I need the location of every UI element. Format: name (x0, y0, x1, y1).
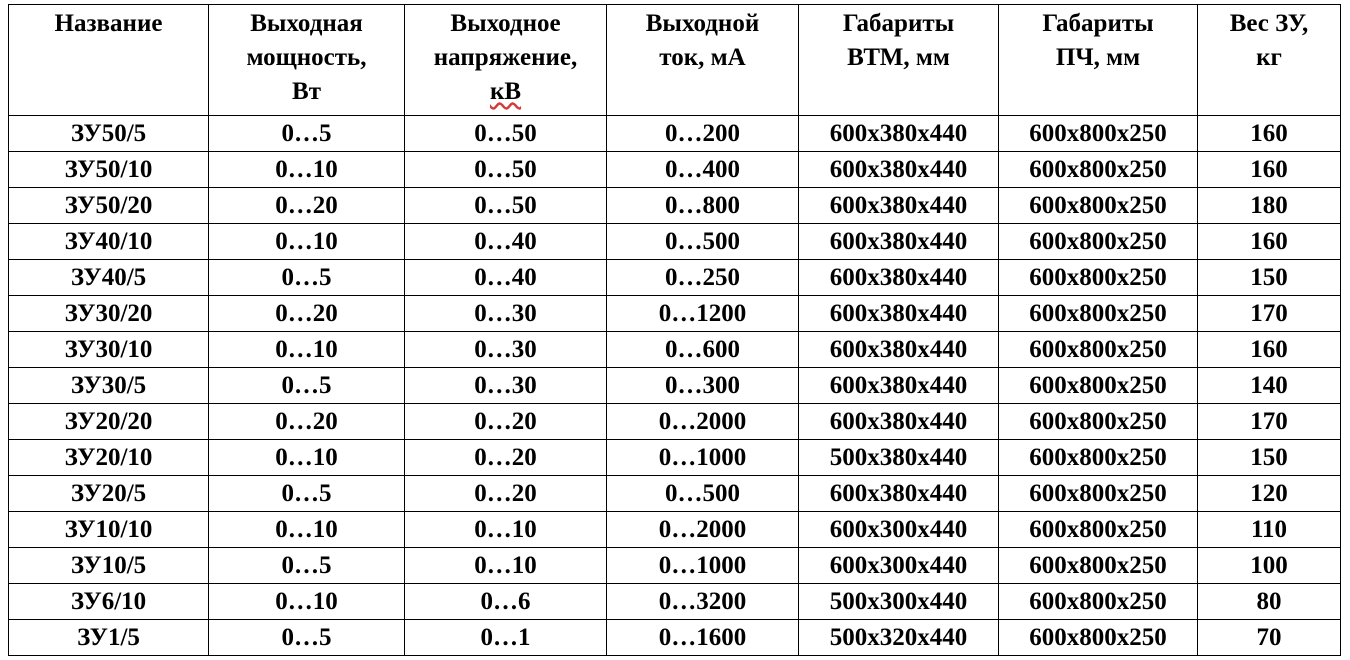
cell-voltage: 0…6 (405, 584, 607, 620)
table-row (9, 584, 1341, 620)
table-row (9, 152, 1341, 188)
cell-dimensions-vtm: 600x380x440 (799, 260, 999, 296)
cell-dimensions-pch: 600x800x250 (999, 224, 1198, 260)
cell-weight: 100 (1198, 548, 1341, 584)
cell-voltage: 0…10 (405, 548, 607, 584)
cell-current: 0…600 (607, 332, 799, 368)
cell-weight: 150 (1198, 440, 1341, 476)
table-row (9, 404, 1341, 440)
cell-dimensions-pch: 600x800x250 (999, 476, 1198, 512)
cell-name: ЗУ40/5 (9, 260, 209, 296)
cell-voltage: 0…30 (405, 296, 607, 332)
cell-weight: 160 (1198, 224, 1341, 260)
header-output-power: Выходная мощность, Вт (209, 5, 405, 116)
cell-dimensions-pch: 600x800x250 (999, 296, 1198, 332)
cell-weight: 160 (1198, 332, 1341, 368)
cell-current: 0…1200 (607, 296, 799, 332)
cell-weight: 160 (1198, 116, 1341, 152)
cell-voltage: 0…50 (405, 188, 607, 224)
cell-weight: 170 (1198, 404, 1341, 440)
cell-name: ЗУ20/5 (9, 476, 209, 512)
cell-dimensions-pch: 600x800x250 (999, 152, 1198, 188)
cell-name: ЗУ10/5 (9, 548, 209, 584)
cell-dimensions-vtm: 600x380x440 (799, 368, 999, 404)
header-output-voltage: Выходное напряжение, кВ (405, 5, 607, 116)
cell-dimensions-vtm: 600x380x440 (799, 296, 999, 332)
cell-weight: 70 (1198, 620, 1341, 656)
cell-current: 0…400 (607, 152, 799, 188)
cell-weight: 140 (1198, 368, 1341, 404)
cell-current: 0…500 (607, 224, 799, 260)
cell-dimensions-pch: 600x800x250 (999, 116, 1198, 152)
cell-current: 0…2000 (607, 512, 799, 548)
cell-dimensions-vtm: 600x380x440 (799, 476, 999, 512)
cell-name: ЗУ20/10 (9, 440, 209, 476)
cell-name: ЗУ10/10 (9, 512, 209, 548)
cell-name: ЗУ30/20 (9, 296, 209, 332)
cell-name: ЗУ50/20 (9, 188, 209, 224)
cell-current: 0…200 (607, 116, 799, 152)
table-body (9, 116, 1341, 656)
cell-dimensions-vtm: 600x380x440 (799, 152, 999, 188)
cell-current: 0…1000 (607, 440, 799, 476)
cell-voltage: 0…10 (405, 512, 607, 548)
cell-voltage: 0…40 (405, 260, 607, 296)
cell-dimensions-pch: 600x800x250 (999, 404, 1198, 440)
cell-dimensions-pch: 600x800x250 (999, 440, 1198, 476)
cell-dimensions-vtm: 600x380x440 (799, 116, 999, 152)
cell-current: 0…300 (607, 368, 799, 404)
cell-current: 0…2000 (607, 404, 799, 440)
cell-power: 0…20 (209, 296, 405, 332)
cell-power: 0…5 (209, 548, 405, 584)
cell-power: 0…5 (209, 260, 405, 296)
cell-dimensions-vtm: 600x380x440 (799, 224, 999, 260)
cell-dimensions-vtm: 500x320x440 (799, 620, 999, 656)
cell-voltage: 0…50 (405, 116, 607, 152)
cell-current: 0…800 (607, 188, 799, 224)
cell-dimensions-vtm: 600x300x440 (799, 512, 999, 548)
header-dimensions-pch: Габариты ПЧ, мм (999, 5, 1198, 116)
cell-power: 0…10 (209, 440, 405, 476)
header-dimensions-vtm: Габариты ВТМ, мм (799, 5, 999, 116)
cell-voltage: 0…20 (405, 476, 607, 512)
table-row (9, 224, 1341, 260)
cell-name: ЗУ1/5 (9, 620, 209, 656)
specifications-table (8, 4, 1341, 656)
cell-dimensions-vtm: 500x380x440 (799, 440, 999, 476)
cell-dimensions-vtm: 600x380x440 (799, 188, 999, 224)
cell-voltage: 0…20 (405, 404, 607, 440)
cell-power: 0…10 (209, 512, 405, 548)
table-row (9, 332, 1341, 368)
cell-weight: 150 (1198, 260, 1341, 296)
cell-dimensions-pch: 600x800x250 (999, 584, 1198, 620)
cell-dimensions-pch: 600x800x250 (999, 332, 1198, 368)
header-output-current: Выходной ток, мА (607, 5, 799, 116)
cell-name: ЗУ50/5 (9, 116, 209, 152)
cell-power: 0…10 (209, 584, 405, 620)
cell-name: ЗУ40/10 (9, 224, 209, 260)
cell-name: ЗУ6/10 (9, 584, 209, 620)
cell-current: 0…1600 (607, 620, 799, 656)
table-row (9, 548, 1341, 584)
cell-current: 0…1000 (607, 548, 799, 584)
cell-current: 0…250 (607, 260, 799, 296)
cell-dimensions-pch: 600x800x250 (999, 260, 1198, 296)
cell-name: ЗУ30/10 (9, 332, 209, 368)
cell-voltage: 0…30 (405, 332, 607, 368)
cell-dimensions-vtm: 600x300x440 (799, 548, 999, 584)
cell-weight: 110 (1198, 512, 1341, 548)
table-row (9, 476, 1341, 512)
cell-dimensions-pch: 600x800x250 (999, 368, 1198, 404)
cell-power: 0…10 (209, 224, 405, 260)
cell-name: ЗУ20/20 (9, 404, 209, 440)
table-row (9, 116, 1341, 152)
header-name: Название (9, 5, 209, 116)
table-row (9, 188, 1341, 224)
cell-power: 0…5 (209, 368, 405, 404)
cell-weight: 160 (1198, 152, 1341, 188)
cell-dimensions-pch: 600x800x250 (999, 188, 1198, 224)
cell-weight: 180 (1198, 188, 1341, 224)
table-row (9, 260, 1341, 296)
cell-name: ЗУ50/10 (9, 152, 209, 188)
table-row (9, 296, 1341, 332)
cell-current: 0…3200 (607, 584, 799, 620)
cell-dimensions-pch: 600x800x250 (999, 620, 1198, 656)
cell-current: 0…500 (607, 476, 799, 512)
cell-voltage: 0…40 (405, 224, 607, 260)
cell-voltage: 0…50 (405, 152, 607, 188)
table-header-row (9, 5, 1341, 116)
cell-dimensions-pch: 600x800x250 (999, 512, 1198, 548)
cell-dimensions-vtm: 600x380x440 (799, 404, 999, 440)
cell-power: 0…5 (209, 116, 405, 152)
cell-weight: 170 (1198, 296, 1341, 332)
table-row (9, 620, 1341, 656)
cell-power: 0…5 (209, 476, 405, 512)
cell-name: ЗУ30/5 (9, 368, 209, 404)
cell-voltage: 0…1 (405, 620, 607, 656)
cell-power: 0…20 (209, 404, 405, 440)
cell-power: 0…10 (209, 332, 405, 368)
cell-dimensions-vtm: 500x300x440 (799, 584, 999, 620)
table-row (9, 440, 1341, 476)
cell-power: 0…20 (209, 188, 405, 224)
header-weight: Вес ЗУ, кг (1198, 5, 1341, 116)
cell-power: 0…5 (209, 620, 405, 656)
cell-weight: 80 (1198, 584, 1341, 620)
cell-weight: 120 (1198, 476, 1341, 512)
cell-voltage: 0…20 (405, 440, 607, 476)
table-row (9, 368, 1341, 404)
cell-dimensions-vtm: 600x380x440 (799, 332, 999, 368)
table-row (9, 512, 1341, 548)
cell-power: 0…10 (209, 152, 405, 188)
cell-dimensions-pch: 600x800x250 (999, 548, 1198, 584)
cell-voltage: 0…30 (405, 368, 607, 404)
spellcheck-underlined-unit: кВ (489, 78, 522, 105)
